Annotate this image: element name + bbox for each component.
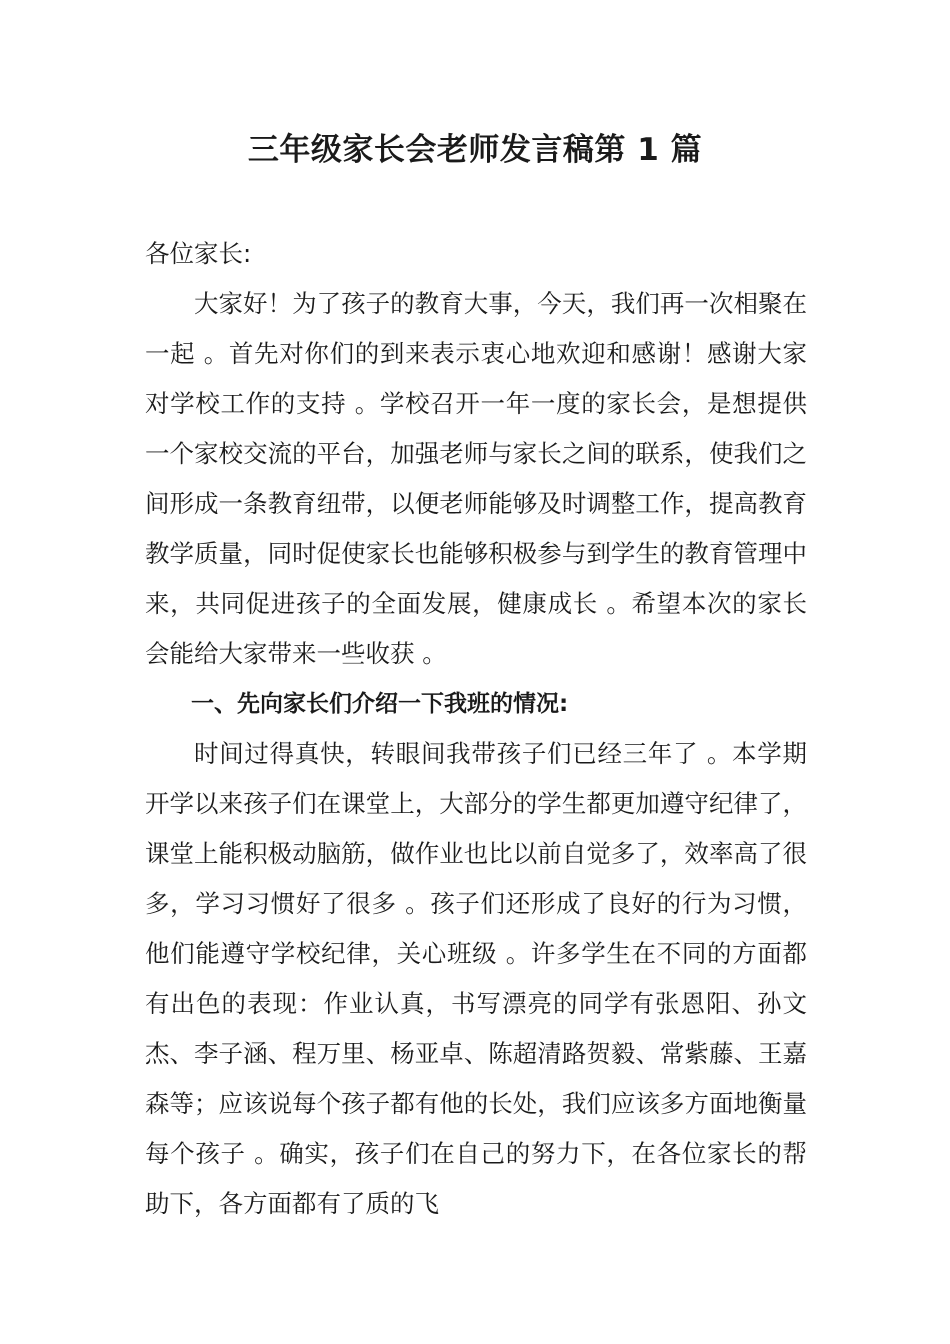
paragraph-opening: 大家好！为了孩子的教育大事，今天，我们再一次相聚在一起 。首先对你们的到来表示衷心地欢迎和感谢！感谢大家对学校工作的支持 。学校召开一年一度的家长会，是想提供一个家校交流的平台，加强老师与家长之间的联系，使我们之间形成一条教育纽带，以便老师能够及时调整工作，提高教育教学质量，同时促使家长也能够积极参与到学生的教育管理中来，共同促进孩子的全面发展，健康成长 。希望本次的家长会能给大家带来一些收获 。: [145, 289, 807, 668]
paragraph-class-situation: 时间过得真快，转眼间我带孩子们已经三年了 。本学期开学以来孩子们在课堂上，大部分的学生都更加遵守纪律了，课堂上能积极动脑筋，做作业也比以前自觉多了，效率高了很多，学习习惯好了很多 。孩子们还形成了良好的行为习惯，他们能遵守学校纪律，关心班级 。许多学生在不同的方面都有出色的表现：作业认真，书写漂亮的同学有张恩阳、孙文杰、李子涵、程万里、杨亚卓、陈超清路贺毅、常紫藤、王嘉森等；应该说每个孩子都有他的长处，我们应该多方面地衡量每个孩子 。确实，孩子们在自己的努力下，在各位家长的帮助下，各方面都有了质的飞: [145, 739, 807, 1218]
section-heading: 一、先向家长们介绍一下我班的情况:: [191, 691, 569, 717]
greeting: 各位家长:: [145, 239, 252, 268]
document-title: 三年级家长会老师发言稿第 1 篇: [247, 132, 703, 168]
document-body: [145, 229, 807, 1229]
